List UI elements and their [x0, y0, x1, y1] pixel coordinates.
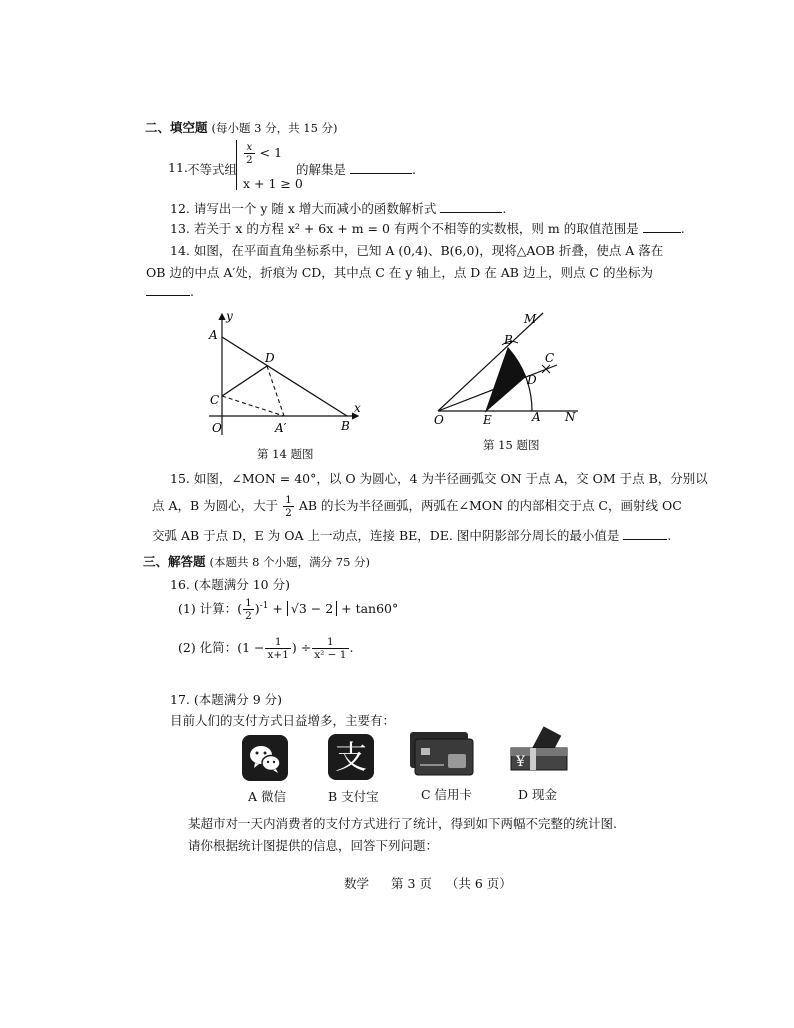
q11-answer-blank[interactable]	[350, 173, 412, 174]
fig14-label-o: O	[212, 421, 222, 435]
cash-yen-symbol: ¥	[516, 754, 525, 770]
fig14-dashed-da	[267, 366, 284, 416]
section2-heading: 二、填空题	[145, 120, 208, 135]
q15-half-den: 2	[285, 507, 292, 519]
fig15-label-e: E	[483, 413, 492, 427]
q15-line2-a: 点 A，B 为圆心，大于	[152, 498, 279, 513]
q11-text-b-row: 的解集是 .	[296, 162, 416, 177]
q15-line2	[152, 494, 682, 519]
fig15-label-c: C	[545, 351, 555, 365]
fig14-dashed-ca	[222, 396, 284, 416]
fig14-label-c: C	[210, 393, 220, 407]
footer-total: （共 6 页）	[445, 876, 512, 891]
q16-p2-label: (2) 化简：	[178, 640, 238, 655]
fig14-label-a: A	[209, 328, 218, 342]
figure-14	[195, 308, 370, 458]
payment-option-a-label: A 微信	[248, 789, 287, 804]
fig15-ray-om	[438, 313, 543, 411]
q14-line1: 14. 如图，在平面直角坐标系中，已知 A (0,4)、B(6,0)，现将△AOB 折叠，使点 A 落在	[170, 243, 664, 258]
wechat-icon	[242, 735, 288, 781]
q15-half-num: 1	[285, 494, 292, 506]
q16-p2-end: .	[349, 640, 354, 655]
q14-line2: OB 边的中点 A′处，折痕为 CD，其中点 C 在 y 轴上，点 D 在 AB 边上，则点 C 的坐标为	[146, 265, 653, 280]
q17-line1: 某超市对一天内消费者的支付方式进行了统计，得到如下两幅不完整的统计图.	[188, 816, 617, 831]
q16-p2-den2: x² − 1	[314, 649, 347, 661]
q13-answer-blank[interactable]	[643, 232, 681, 233]
q16-p1-den: 2	[245, 610, 252, 622]
fig15-label-o: O	[434, 413, 444, 427]
fig15-label-a: A	[532, 410, 541, 424]
q16-p1-paren-r: )	[254, 601, 260, 616]
q11-ineq1-rel: < 1	[259, 145, 283, 160]
section2-note: (每小题 3 分，共 15 分)	[211, 121, 338, 135]
q13-row: 13. 若关于 x 的方程 x² + 6x + m = 0 有两个不相等的实数根，则 m 的取值范围是 .	[170, 221, 685, 236]
q15-line3	[152, 526, 671, 544]
q16-p2-mid: ) ÷	[291, 640, 312, 655]
q17-header: 17. (本题满分 9 分)	[170, 692, 283, 707]
page-footer	[344, 874, 512, 892]
q16-p1-abs: √3 − 2	[287, 601, 337, 616]
fig15-label-d: D	[527, 373, 537, 387]
q16-p1-rest: + tan60°	[337, 601, 399, 616]
q14-answer-blank[interactable]	[146, 295, 190, 296]
q16-p2-num1: 1	[265, 636, 290, 649]
q16-p2-num2: 1	[312, 636, 348, 649]
q11-ineq1-den: 2	[246, 154, 253, 166]
fig15-arc-cross-c	[542, 365, 550, 373]
q16-part2	[178, 636, 353, 661]
fig14-label-b: B	[341, 419, 350, 433]
q11-inequality-1	[243, 141, 282, 166]
q12-answer-blank[interactable]	[440, 212, 502, 213]
q11-text-b: 的解集是	[296, 162, 347, 177]
q12-row: 12. 请写出一个 y 随 x 增大而减小的函数解析式 .	[170, 201, 507, 216]
q16-p2-den1: x+1	[267, 649, 289, 661]
fig14-label-a-prime: A′	[275, 421, 287, 435]
q16-p1-paren-l: (	[237, 601, 243, 616]
q16-p1-exp: -1	[259, 600, 269, 611]
section3-heading-row	[143, 552, 370, 570]
q15-line1: 15. 如图，∠MON = 40°，以 O 为圆心，4 为半径画弧交 ON 于点 A，交 OM 于点 B，分别以	[170, 471, 708, 486]
fig14-segment-ab	[222, 337, 347, 416]
footer-page: 第 3 页	[390, 876, 432, 891]
footer-subject: 数学	[344, 876, 370, 891]
q16-p1-label: (1) 计算：	[178, 601, 238, 616]
q16-p2-open: (1 −	[237, 640, 265, 655]
q15-line2-b: AB 的长为半径画弧，两弧在∠MON 的内部相交于点 C，画射线 OC	[298, 498, 682, 513]
alipay-icon: 支	[328, 734, 374, 780]
q11-number: 11.	[168, 160, 188, 175]
q14-line3-end: .	[190, 284, 194, 299]
q11-inequality-2: x + 1 ≥ 0	[243, 176, 303, 191]
q16-part1	[178, 597, 398, 622]
q13-text: 13. 若关于 x 的方程 x² + 6x + m = 0 有两个不相等的实数根，则 m 的取值范围是	[170, 221, 639, 236]
q17-intro: 目前人们的支付方式日益增多，主要有：	[170, 713, 396, 728]
q16-header: 16. (本题满分 10 分)	[170, 577, 290, 592]
cash-icon	[508, 726, 572, 776]
q15-answer-blank[interactable]	[623, 539, 667, 540]
q17-line2: 请你根据统计图提供的信息，回答下列问题：	[188, 838, 439, 853]
fig14-label-d: D	[265, 351, 275, 365]
section2-heading-row	[145, 118, 338, 136]
q12-text: 12. 请写出一个 y 随 x 增大而减小的函数解析式	[170, 201, 437, 216]
q14-line3	[146, 284, 194, 299]
q11-text-a: 不等式组	[187, 162, 238, 177]
credit-card-icon	[408, 730, 474, 778]
q11-ineq1-num: x	[244, 141, 255, 154]
q16-p1-plus: +	[268, 601, 287, 616]
q15-line3-text: 交弧 AB 于点 D，E 为 OA 上一动点，连接 BE，DE. 图中阴影部分周长的最小值是	[152, 528, 620, 543]
fig14-label-x: x	[354, 401, 361, 415]
fig15-shaded-region	[486, 348, 525, 411]
figure-15	[428, 305, 588, 430]
q15-line3-end: .	[667, 528, 672, 543]
q16-p1-num: 1	[245, 597, 252, 609]
fig14-caption: 第 14 题图	[257, 447, 314, 461]
fig15-label-m: M	[524, 312, 537, 326]
fig15-label-b: B	[504, 333, 513, 347]
fig14-label-y: y	[226, 309, 233, 323]
fig15-caption: 第 15 题图	[483, 438, 540, 452]
section3-heading: 三、解答题	[143, 554, 206, 569]
payment-option-d-label: D 现金	[518, 787, 557, 802]
payment-option-b-label: B 支付宝	[328, 789, 379, 804]
fig15-label-n: N	[565, 410, 576, 424]
section3-note: (本题共 8 个小题，满分 75 分)	[209, 555, 371, 569]
q11-system-brace	[236, 140, 243, 190]
payment-option-c-label: C 信用卡	[421, 787, 473, 802]
fig14-segment-cd	[222, 366, 267, 396]
